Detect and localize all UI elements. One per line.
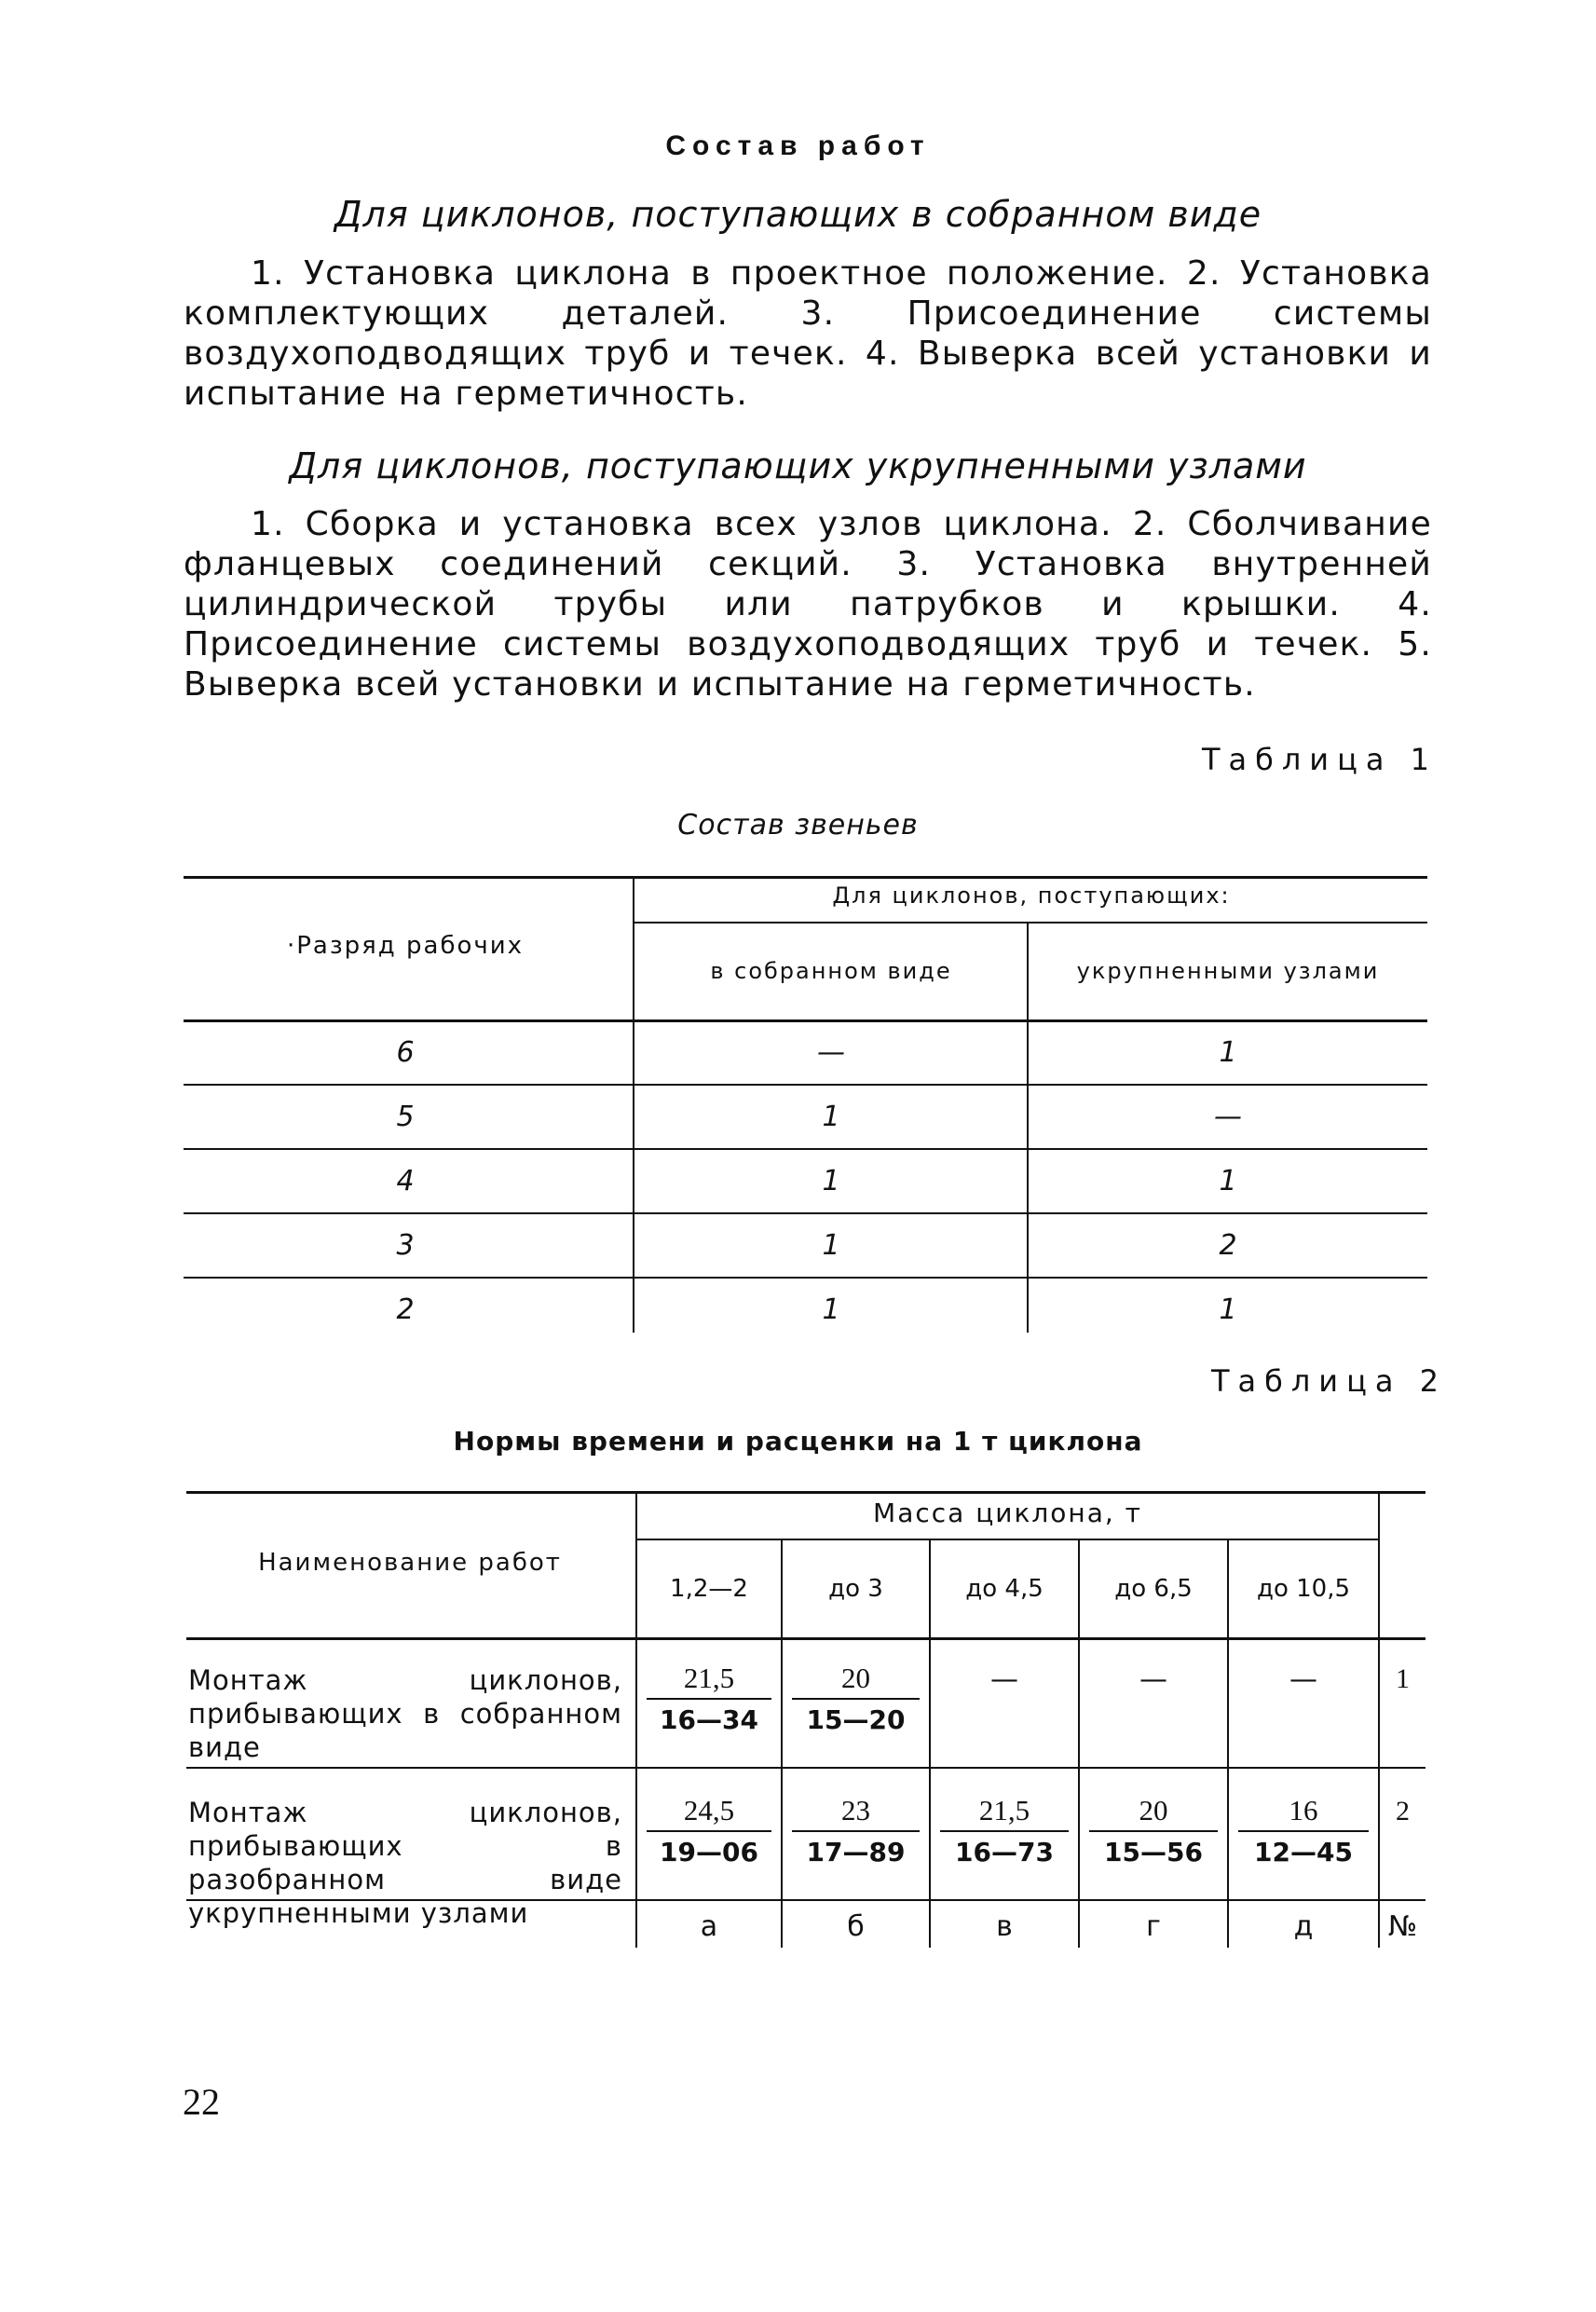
table1-rank: 3 <box>396 1229 415 1262</box>
table1-a: 1 <box>822 1101 840 1133</box>
table2-rate <box>1231 1793 1376 1871</box>
table2-empty-dash: — <box>1289 1663 1317 1696</box>
table1-row-rule <box>184 1212 1427 1214</box>
fraction-bar <box>647 1698 771 1700</box>
table2-col-divider <box>1378 1491 1380 1948</box>
table1-top-rule <box>184 876 1427 879</box>
table2-header-rule <box>186 1637 1425 1640</box>
time-norm: 21,5 <box>978 1794 1030 1826</box>
price: 12—45 <box>1254 1837 1353 1867</box>
price: 19—06 <box>660 1837 758 1867</box>
table2-row-name: Монтаж циклонов, прибывающих в разобранном виде укрупненными узлами <box>188 1797 622 1929</box>
price: 17—89 <box>806 1837 906 1867</box>
table1-col-b: укрупненными узлами <box>1076 958 1380 984</box>
table1-col-divider <box>633 876 634 1333</box>
table2-rate <box>639 1793 779 1871</box>
table1-rank: 6 <box>396 1036 415 1069</box>
table2-col-name: Наименование работ <box>258 1549 562 1577</box>
table2-mass-col: до 6,5 <box>1114 1575 1193 1603</box>
fraction-bar <box>1089 1830 1218 1832</box>
time-norm: 16 <box>1289 1794 1318 1826</box>
table2-rate <box>1082 1793 1225 1871</box>
time-norm: 20 <box>841 1662 870 1694</box>
table2-footer-letter: в <box>996 1910 1013 1943</box>
table1-col-rank: ·Разряд рабочих <box>286 932 525 960</box>
table1-rank: 5 <box>396 1101 415 1133</box>
part2-text: 1. Сборка и установка всех узлов циклона. 2. Сболчивание фланцевых соединений секций. 3. Установка внутренней цилиндрической трубы или патрубков и крышки. 4. Присоединение системы воздухоподводящих труб и течек. 5. Выверка всей установки и испытание на герметичность. <box>184 505 1432 704</box>
table1-rank: 2 <box>396 1293 415 1326</box>
time-norm: 20 <box>1139 1794 1168 1826</box>
table1-b: 1 <box>1219 1036 1237 1069</box>
table2-col-divider <box>635 1491 637 1948</box>
table2-caption: Нормы времени и расценки на 1 т циклона <box>453 1426 1143 1457</box>
fraction-bar <box>792 1830 920 1832</box>
table1-b: — <box>1214 1101 1242 1133</box>
table1-group-header: Для циклонов, поступающих: <box>832 882 1231 909</box>
fraction-bar <box>647 1830 771 1832</box>
table2-footer-letter: б <box>847 1910 865 1943</box>
table2-rate <box>784 1661 927 1739</box>
table2-row-no: 1 <box>1396 1663 1410 1694</box>
table2-top-rule <box>186 1491 1425 1494</box>
fraction-bar <box>940 1830 1069 1832</box>
table2-empty-dash: — <box>990 1663 1018 1696</box>
time-norm: 21,5 <box>683 1662 735 1694</box>
table2-rate <box>639 1661 779 1739</box>
table2-footer-no: № <box>1387 1910 1418 1943</box>
table2-empty-dash: — <box>1139 1663 1167 1696</box>
time-norm: 24,5 <box>683 1794 735 1826</box>
table1-label: Таблица 1 <box>1201 742 1438 777</box>
table1-b: 2 <box>1219 1229 1237 1262</box>
table2-row-no: 2 <box>1396 1796 1410 1826</box>
table1-col-a: в собранном виде <box>710 958 952 984</box>
table2-rate <box>784 1793 927 1871</box>
table2-footer-letter: д <box>1293 1910 1314 1943</box>
table2-row-rule <box>186 1767 1425 1769</box>
section-title: Состав работ <box>665 130 931 161</box>
table2-rate <box>933 1793 1076 1871</box>
fraction-bar <box>1238 1830 1369 1832</box>
table2-mass-col: до 3 <box>828 1575 883 1603</box>
table1-b: 1 <box>1219 1293 1237 1326</box>
table1-b: 1 <box>1219 1165 1237 1197</box>
table1-a: 1 <box>822 1293 840 1326</box>
table2-mass-col: до 10,5 <box>1256 1575 1351 1603</box>
price: 15—56 <box>1104 1837 1203 1867</box>
table1-row-rule <box>184 1277 1427 1279</box>
table2-group-header: Масса циклона, т <box>873 1498 1142 1528</box>
table2-mass-col: 1,2—2 <box>670 1575 748 1603</box>
table1-row-rule <box>184 1148 1427 1150</box>
price: 16—73 <box>955 1837 1054 1867</box>
table1-a: — <box>817 1036 845 1069</box>
part2-heading: Для циклонов, поступающих укрупненными узлами <box>289 445 1307 486</box>
table2-footer-letter: г <box>1146 1910 1161 1943</box>
price: 15—20 <box>806 1704 906 1735</box>
table2-footer-letter: а <box>700 1910 718 1943</box>
part1-text: 1. Установка циклона в проектное положение. 2. Установка комплектующих деталей. 3. Присоединение системы воздухоподводящих труб и течек. 4. Выверка всей установки и испытание на герметичность. <box>184 254 1432 413</box>
table1-header-rule <box>184 1019 1427 1022</box>
part1-heading: Для циклонов, поступающих в собранном виде <box>334 194 1262 235</box>
table1-group-rule <box>634 922 1427 923</box>
table2-group-rule <box>636 1539 1379 1540</box>
table2-row-name: Монтаж циклонов, прибывающих в собранном виде <box>188 1664 622 1763</box>
table1-a: 1 <box>822 1229 840 1262</box>
table2-mass-col: до 4,5 <box>965 1575 1044 1603</box>
table1-a: 1 <box>822 1165 840 1197</box>
table1-caption: Состав звеньев <box>677 809 919 841</box>
table1-row-rule <box>184 1084 1427 1086</box>
fraction-bar <box>792 1698 920 1700</box>
price: 16—34 <box>660 1704 758 1735</box>
time-norm: 23 <box>841 1794 870 1826</box>
page-number: 22 <box>183 2081 220 2123</box>
table1-rank: 4 <box>396 1165 415 1197</box>
table2-label: Таблица 2 <box>1210 1363 1447 1399</box>
